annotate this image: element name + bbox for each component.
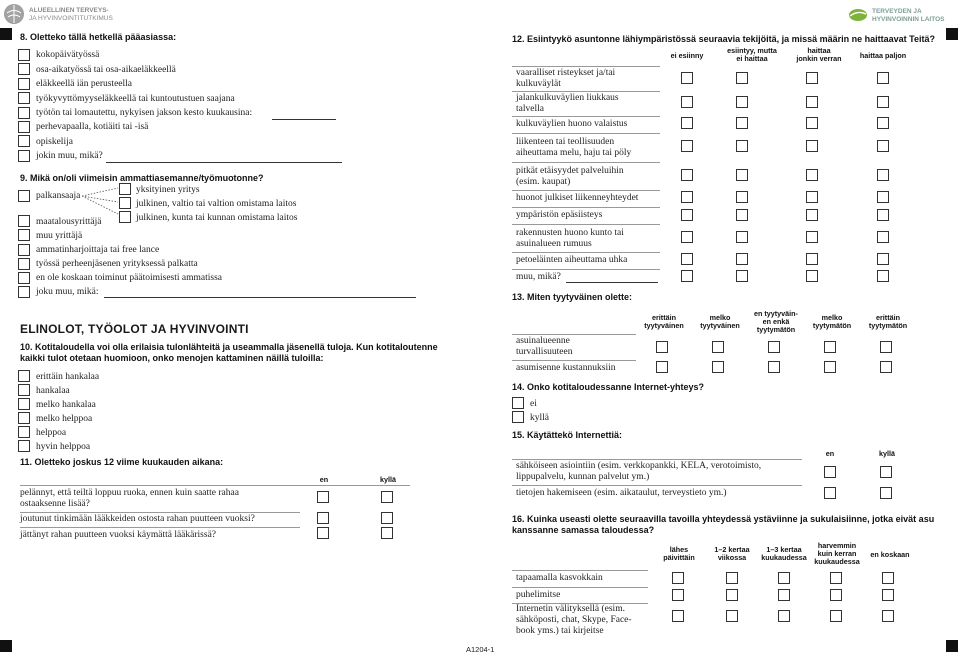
q8-checkbox-0[interactable] [18, 49, 30, 61]
q15-row-0-en[interactable] [824, 466, 836, 478]
q12-row-4-c3[interactable] [877, 169, 889, 181]
q9-checkbox-4[interactable] [18, 272, 30, 284]
q16-title-line2: kanssanne samassa taloudessa? [512, 525, 655, 535]
q13-col-3 [806, 314, 858, 330]
q12-col-1-l1: esiintyy, mutta [727, 46, 777, 55]
q12-row-2-c3[interactable] [877, 117, 889, 129]
q9-option-3: työssä perheenjäsenen yrityksessä palkatta [36, 259, 198, 269]
q8-checkbox-3[interactable] [18, 92, 30, 104]
q12-row-1-line2: talvella [516, 104, 544, 114]
q16-col-3-l2: kuin kerran [817, 549, 857, 558]
q12-row-0-c2[interactable] [806, 72, 818, 84]
q9-option-4: en ole koskaan toiminut päätoimisesti ammatissa [36, 273, 223, 283]
q13-row-1-c2[interactable] [768, 361, 780, 373]
q12-row-9-c2[interactable] [806, 270, 818, 282]
q10-option-3: melko helppoa [36, 414, 93, 424]
q9-option-2: ammatinharjoittaja tai free lance [36, 245, 160, 255]
q10-checkbox-5[interactable] [18, 440, 30, 452]
q12-sep-4 [512, 190, 660, 191]
q12-row-7-c2[interactable] [806, 231, 818, 243]
q13-row-0-c3[interactable] [824, 341, 836, 353]
q13-col-2-l3: tyytymätön [756, 325, 796, 334]
q13-row-0-c0[interactable] [656, 341, 668, 353]
q12-sep-8 [512, 269, 660, 270]
q16-col-1 [704, 546, 760, 562]
q14-checkbox-1[interactable] [512, 411, 524, 423]
q9-other-line[interactable] [104, 297, 416, 298]
q14-option-1: kyllä [530, 413, 549, 423]
q12-row-4-c0[interactable] [681, 169, 693, 181]
q13-col-0-l2: tyytyväinen [644, 321, 684, 330]
q12-row-5-line1: huonot julkiset liikenneyhteydet [516, 193, 639, 203]
q9-branch-lines [82, 184, 120, 216]
q9-checkbox-0[interactable] [18, 215, 30, 227]
q14-option-0: ei [530, 399, 537, 409]
q12-row-1-c2[interactable] [806, 96, 818, 108]
right-logo-line2: HYVINVOINNIN LAITOS [872, 16, 945, 23]
q13-row-1-c3[interactable] [824, 361, 836, 373]
q13-col-2 [746, 310, 806, 334]
q11-sep-0 [20, 512, 300, 513]
q16-col-3-l3: kuukaudessa [814, 557, 860, 566]
q13-col-0 [638, 314, 690, 330]
q11-row-0-line1: pelännyt, että teiltä loppuu ruoka, ennen kuin saatte rahaa [20, 488, 239, 498]
q12-row-2-c1[interactable] [736, 117, 748, 129]
q10-checkbox-2[interactable] [18, 398, 30, 410]
q16-row-2-line1: Internetin välityksellä (esim. [516, 604, 625, 614]
q8-option-1: osa-aikatyössä tai osa-aikaeläkkeellä [36, 65, 176, 75]
q12-row-9-c0[interactable] [681, 270, 693, 282]
q9-sub-checkbox-2[interactable] [119, 211, 131, 223]
q13-row-1-c0[interactable] [656, 361, 668, 373]
q12-row-8-line1: petoeläinten aiheuttama uhka [516, 255, 628, 265]
q12-sep-6 [512, 224, 660, 225]
q11-row-1-kylla[interactable] [381, 512, 393, 524]
q16-row-2-line2: sähköposti, chat, Skype, Face- [516, 615, 632, 625]
q11-row-0-en[interactable] [317, 491, 329, 503]
q8-checkbox-2[interactable] [18, 78, 30, 90]
q9-option-5: joku muu, mikä: [36, 287, 99, 297]
q12-row-7-c0[interactable] [681, 231, 693, 243]
q10-option-4: helppoa [36, 428, 67, 438]
q16-col-1-l1: 1–2 kertaa [714, 545, 750, 554]
q11-col-en: en [319, 475, 329, 484]
q12-row-3-c3[interactable] [877, 140, 889, 152]
q16-col-0 [652, 546, 706, 562]
q8-option-4: työtön tai lomautettu, nykyisen jakson kesto kuukausina: [36, 108, 253, 118]
q8-option-7: jokin muu, mikä? [36, 151, 103, 161]
q12-sep-2 [512, 133, 660, 134]
q16-col-0-l1: lähes [669, 545, 689, 554]
q16-row-0-c1[interactable] [726, 572, 738, 584]
q10-checkbox-1[interactable] [18, 384, 30, 396]
q15-row-0-line2: lippupalvelu, kunnan palvelut ym.) [516, 472, 650, 482]
q8-option-3: työkyvyttömyyseläkkeellä tai kuntoutustuen saajana [36, 94, 235, 104]
right-logo [848, 6, 954, 26]
q9-sub-option-0: yksityinen yritys [136, 185, 200, 195]
q10-option-1: hankalaa [36, 386, 70, 396]
q12-row-2-c0[interactable] [681, 117, 693, 129]
q12-row-7-c3[interactable] [877, 231, 889, 243]
q11-title: 11. Oletteko joskus 12 viime kuukauden aikana: [20, 457, 224, 467]
q12-col-1-l2: ei haittaa [736, 54, 768, 63]
q12-row-5-c0[interactable] [681, 191, 693, 203]
q12-sep-0 [512, 91, 660, 92]
q11-row-1-line1: joutunut tinkimään lääkkeiden ostosta rahan puutteen vuoksi? [20, 514, 255, 524]
q16-col-3-l1: harvemmin [817, 541, 857, 550]
q12-row-6-c1[interactable] [736, 209, 748, 221]
q15-sep-0 [512, 485, 802, 486]
q12-sep-7 [512, 252, 660, 253]
q12-other-line[interactable] [566, 282, 658, 283]
q8-title: 8. Oletteko tällä hetkellä pääasiassa: [20, 32, 177, 42]
q12-col-2-l1: haittaa [807, 46, 831, 55]
globe-logo-icon [4, 4, 24, 24]
q11-row-0-line2: ostaaksenne lisää? [20, 499, 90, 509]
q15-col-kylla: kyllä [879, 449, 895, 458]
q12-row-6-c0[interactable] [681, 209, 693, 221]
q12-row-4-c2[interactable] [806, 169, 818, 181]
q12-row-3-c1[interactable] [736, 140, 748, 152]
q15-top-separator [512, 459, 802, 460]
right-logo-line1: TERVEYDEN JA [872, 8, 922, 15]
q8-other-line[interactable] [106, 162, 342, 163]
q12-col-2 [788, 47, 850, 63]
q12-col-2-l2: jonkin verran [796, 54, 842, 63]
q11-col-kylla: kyllä [380, 475, 396, 484]
q10-title-line2: kaikki tulot otetaan huomioon, onko menojen kattaminen näillä tuloilla: [20, 353, 324, 363]
q16-col-3 [808, 542, 866, 566]
q12-row-9-c3[interactable] [877, 270, 889, 282]
q8-option-2: eläkkeellä iän perusteella [36, 79, 133, 89]
q16-col-2 [756, 546, 812, 562]
corner-mark-bottom-left [0, 640, 12, 652]
q16-row-1-c1[interactable] [726, 589, 738, 601]
q12-row-3-line1: liikenteen tai teollisuuden [516, 137, 615, 147]
q11-row-0-kylla[interactable] [381, 491, 393, 503]
q13-row-1-line1: asumisenne kustannuksiin [516, 363, 616, 373]
q12-row-4-line1: pitkät etäisyydet palveluihin [516, 166, 624, 176]
corner-mark-bottom-right [946, 640, 958, 652]
q13-row-0-c1[interactable] [712, 341, 724, 353]
q12-row-2-line1: kulkuväylien huono valaistus [516, 119, 628, 129]
q12-row-6-c3[interactable] [877, 209, 889, 221]
q9-checkbox-1[interactable] [18, 229, 30, 241]
q8-checkbox-1[interactable] [18, 63, 30, 75]
q8-option-5: perhevapaalla, kotiäiti tai -isä [36, 122, 149, 132]
q8-option-0: kokopäivätyössä [36, 50, 100, 60]
q12-row-1-line1: jalankulkuväylien liukkaus [516, 93, 619, 103]
q12-row-7-c1[interactable] [736, 231, 748, 243]
q12-row-2-c2[interactable] [806, 117, 818, 129]
q16-sep-0 [512, 587, 648, 588]
q10-checkbox-3[interactable] [18, 412, 30, 424]
q15-row-1-line1: tietojen hakemiseen (esim. aikataulut, terveystieto ym.) [516, 488, 727, 498]
q16-row-0-c4[interactable] [882, 572, 894, 584]
q8-checkbox-6[interactable] [18, 135, 30, 147]
q9-checkbox-5[interactable] [18, 286, 30, 298]
section-title: ELINOLOT, TYÖOLOT JA HYVINVOINTI [20, 322, 249, 336]
q16-row-0-line1: tapaamalla kasvokkain [516, 573, 603, 583]
q16-row-2-line3: book yms.) tai kirjeitse [516, 626, 604, 636]
q16-row-1-c0[interactable] [672, 589, 684, 601]
left-logo-line2: JA HYVINVOINTITUTKIMUS [29, 15, 113, 22]
q12-row-5-c2[interactable] [806, 191, 818, 203]
q9-option-1: muu yrittäjä [36, 231, 83, 241]
q10-checkbox-4[interactable] [18, 426, 30, 438]
q16-title-line1: 16. Kuinka useasti olette seuraavilla tavoilla yhteydessä ystäviinne ja sukulaisiinne, jotka eivät asu [512, 514, 935, 524]
q13-row-1-c4[interactable] [880, 361, 892, 373]
q8-checkbox-4[interactable] [18, 107, 30, 119]
q12-row-0-c1[interactable] [736, 72, 748, 84]
q12-row-4-line2: (esim. kaupat) [516, 177, 571, 187]
q13-row-0-c2[interactable] [768, 341, 780, 353]
q12-row-6-c2[interactable] [806, 209, 818, 221]
q16-row-2-c3[interactable] [830, 610, 842, 622]
q9-sub-option-2: julkinen, kunta tai kunnan omistama laitos [136, 213, 298, 223]
q8-option-6: opiskelija [36, 137, 73, 147]
q13-title: 13. Miten tyytyväinen olette: [512, 292, 633, 302]
q15-col-en: en [825, 449, 835, 458]
q12-col-0-l1: ei esiinny [670, 51, 704, 60]
q16-row-2-c1[interactable] [726, 610, 738, 622]
page-code: A1204-1 [466, 645, 495, 654]
q15-row-1-kylla[interactable] [880, 487, 892, 499]
q12-col-1 [716, 47, 788, 63]
q12-row-5-c1[interactable] [736, 191, 748, 203]
q13-col-1 [694, 314, 746, 330]
q13-row-1-c1[interactable] [712, 361, 724, 373]
q12-row-9-line1: muu, mikä? [516, 272, 561, 282]
q12-row-0-line2: kulkuväylät [516, 79, 561, 89]
q12-row-8-c0[interactable] [681, 253, 693, 265]
q12-row-4-c1[interactable] [736, 169, 748, 181]
q9-option-0: maatalousyrittäjä [36, 217, 102, 227]
q9-checkbox-3[interactable] [18, 258, 30, 270]
q14-title: 14. Onko kotitaloudessanne Internet-yhteys? [512, 382, 705, 392]
q11-top-separator [20, 485, 410, 486]
q10-option-0: erittäin hankalaa [36, 372, 100, 382]
q16-col-0-l2: päivittäin [663, 553, 695, 562]
q15-row-1-en[interactable] [824, 487, 836, 499]
q9-palkansaaja-checkbox[interactable] [18, 190, 30, 202]
q13-col-0-l1: erittäin [652, 313, 676, 322]
q12-title: 12. Esiintyykö asuntonne lähiympäristössä seuraavia tekijöitä, ja missä määrin ne haittaavat Teitä? [512, 34, 936, 44]
q13-col-4-l2: tyytymätön [868, 321, 908, 330]
q9-palkansaaja-label: palkansaaja [36, 191, 81, 201]
q15-row-0-line1: sähköiseen asiointiin (esim. verkkopankki, KELA, verotoimisto, [516, 461, 762, 471]
q9-sub-option-1: julkinen, valtio tai valtion omistama laitos [136, 199, 297, 209]
q12-sep-5 [512, 207, 660, 208]
q13-col-4-l1: erittäin [876, 313, 900, 322]
q8-checkbox-5[interactable] [18, 121, 30, 133]
q11-sep-1 [20, 527, 300, 528]
q9-title: 9. Mikä on/oli viimeisin ammattiasemanne/työmuotonne? [20, 173, 264, 183]
q12-row-6-line1: ympäristön epäsiisteys [516, 210, 603, 220]
q16-row-0-c3[interactable] [830, 572, 842, 584]
q16-row-1-c4[interactable] [882, 589, 894, 601]
q12-col-0 [664, 52, 710, 60]
q12-row-7-line1: rakennusten huono kunto tai [516, 228, 624, 238]
q16-col-1-l2: viikossa [717, 553, 747, 562]
q12-col-3 [852, 52, 914, 60]
q12-row-0-c3[interactable] [877, 72, 889, 84]
q12-row-9-c1[interactable] [736, 270, 748, 282]
q11-row-2-line1: jättänyt rahan puutteen vuoksi käymättä lääkärissä? [20, 530, 216, 540]
q13-col-1-l2: tyytyväinen [700, 321, 740, 330]
q16-row-0-c0[interactable] [672, 572, 684, 584]
q13-col-1-l1: melko [709, 313, 731, 322]
q13-row-0-c4[interactable] [880, 341, 892, 353]
q12-sep-1 [512, 116, 660, 117]
q13-col-3-l2: tyytymätön [812, 321, 852, 330]
q13-col-3-l1: melko [821, 313, 843, 322]
q16-col-4 [864, 551, 916, 559]
q15-title: 15. Käytättekö Internettiä: [512, 430, 623, 440]
q13-top-separator [512, 334, 636, 335]
left-logo-line1: ALUEELLINEN TERVEYS- [29, 7, 109, 14]
q12-top-separator [512, 66, 660, 67]
q12-row-7-line2: asuinalueen rumuus [516, 239, 592, 249]
left-logo [4, 4, 134, 26]
q12-row-8-c2[interactable] [806, 253, 818, 265]
q11-row-1-en[interactable] [317, 512, 329, 524]
q13-sep-0 [512, 360, 636, 361]
q12-row-8-c1[interactable] [736, 253, 748, 265]
q16-row-1-c3[interactable] [830, 589, 842, 601]
q12-row-3-c0[interactable] [681, 140, 693, 152]
q16-row-2-c2[interactable] [778, 610, 790, 622]
q16-col-2-l1: 1–3 kertaa [766, 545, 802, 554]
q12-row-5-c3[interactable] [877, 191, 889, 203]
q12-sep-3 [512, 162, 660, 163]
q16-col-2-l2: kuukaudessa [761, 553, 807, 562]
q16-row-2-c0[interactable] [672, 610, 684, 622]
q9-sub-checkbox-0[interactable] [119, 183, 131, 195]
q15-row-0-kylla[interactable] [880, 466, 892, 478]
q8-months-line[interactable] [272, 119, 336, 120]
q13-col-4 [862, 314, 914, 330]
corner-mark-top-right [946, 28, 958, 40]
q10-title-line1: 10. Kotitaloudella voi olla erilaisia tulonlähteitä ja useammalla jäsenellä tuloja. Kun kotitaloutenne [20, 342, 438, 352]
q12-row-3-line2: aiheuttama melu, haju tai pöly [516, 148, 632, 158]
thl-leaf-icon [848, 7, 868, 23]
q12-row-1-c3[interactable] [877, 96, 889, 108]
q10-option-5: hyvin helppoa [36, 442, 91, 452]
q10-checkbox-0[interactable] [18, 370, 30, 382]
q12-row-8-c3[interactable] [877, 253, 889, 265]
q16-row-2-c4[interactable] [882, 610, 894, 622]
corner-mark-top-left [0, 28, 12, 40]
q9-sub-checkbox-1[interactable] [119, 197, 131, 209]
q12-row-0-line1: vaaralliset risteykset ja/tai [516, 68, 616, 78]
q14-checkbox-0[interactable] [512, 397, 524, 409]
q13-col-2-l2: en enkä [762, 317, 790, 326]
q13-row-0-line2: turvallisuuteen [516, 347, 573, 357]
q16-top-separator [512, 570, 648, 571]
q12-row-3-c2[interactable] [806, 140, 818, 152]
q13-col-2-l1: en tyytyväin- [754, 309, 798, 318]
q16-col-4-l1: en koskaan [870, 550, 910, 559]
q12-col-3-l1: haittaa paljon [859, 51, 907, 60]
q12-row-1-c0[interactable] [681, 96, 693, 108]
q16-row-1-c2[interactable] [778, 589, 790, 601]
q10-option-2: melko hankalaa [36, 400, 96, 410]
q13-row-0-line1: asuinalueenne [516, 336, 570, 346]
q11-row-2-kylla[interactable] [381, 527, 393, 539]
q16-row-0-c2[interactable] [778, 572, 790, 584]
q9-checkbox-2[interactable] [18, 244, 30, 256]
q16-row-1-line1: puhelimitse [516, 590, 561, 600]
q12-row-1-c1[interactable] [736, 96, 748, 108]
q12-row-0-c0[interactable] [681, 72, 693, 84]
q8-checkbox-7[interactable] [18, 150, 30, 162]
q11-row-2-en[interactable] [317, 527, 329, 539]
